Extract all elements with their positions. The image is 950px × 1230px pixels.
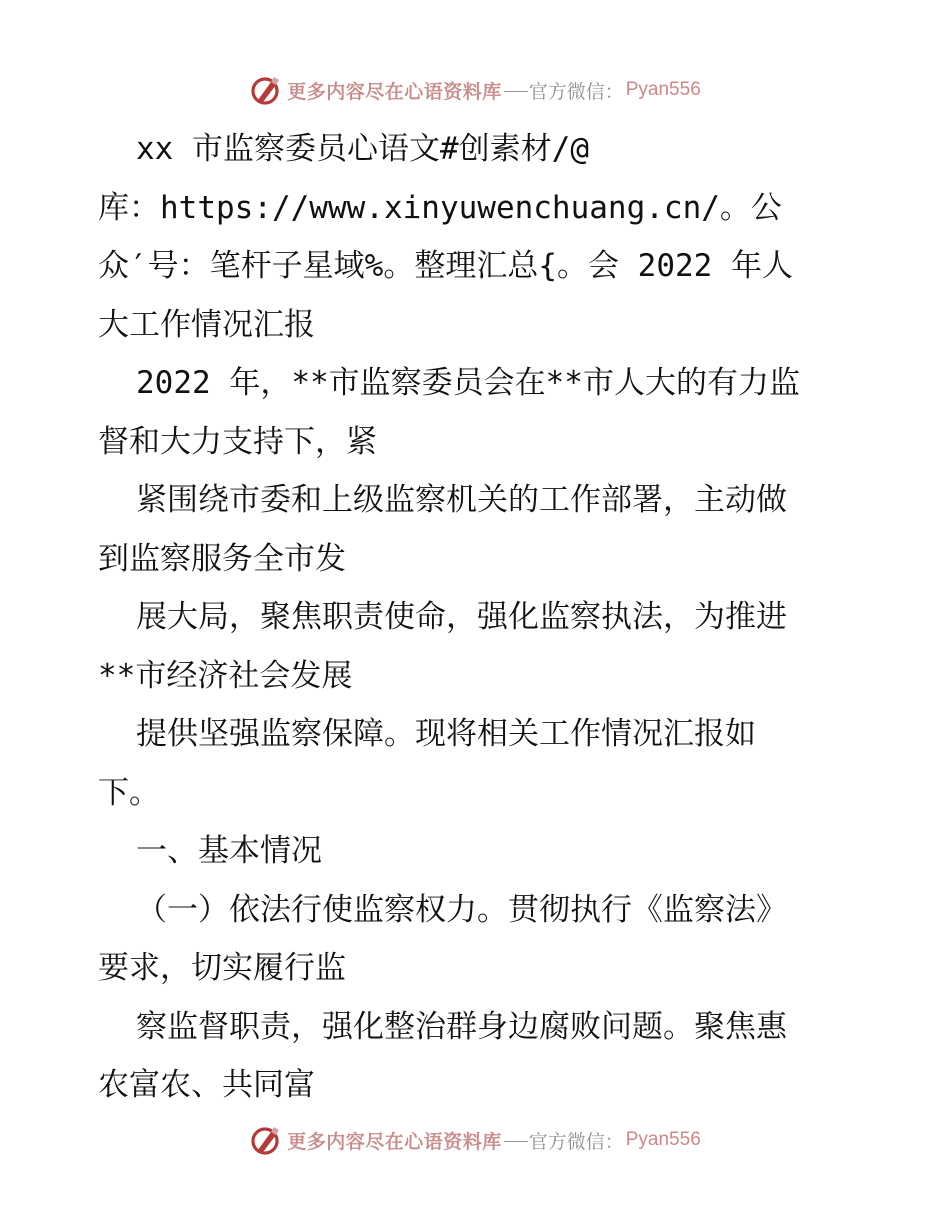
text-line: 要求，切实履行监 bbox=[98, 950, 346, 986]
text-line: 督和大力支持下，紧 bbox=[98, 423, 377, 460]
text-line: 大工作情况汇报 bbox=[98, 306, 315, 343]
text-line: 众′号：笔杆子星域%。整理汇总{。会 2022 年人 bbox=[98, 248, 793, 284]
watermark-wechat-label: 官方微信： bbox=[528, 1130, 624, 1153]
text-line: 展大局，聚焦职责使命，强化监察执法，为推进 bbox=[136, 599, 787, 635]
text-line: 紧围绕市委和上级监察机关的工作部署，主动做 bbox=[136, 482, 787, 518]
text-line: 一、基本情况 bbox=[136, 833, 322, 869]
watermark-dash bbox=[504, 91, 528, 92]
text-line: 下。 bbox=[98, 774, 160, 811]
text-line: 到监察服务全市发 bbox=[98, 540, 346, 577]
watermark-brand-text: 更多内容尽在心语资料库 bbox=[287, 80, 502, 103]
text-line: 察监督职责，强化整治群身边腐败问题。聚焦惠 bbox=[136, 1008, 787, 1045]
watermark-account: Pyan556 bbox=[625, 1129, 701, 1150]
text-line: 提供坚强监察保障。现将相关工作情况汇报如 bbox=[136, 716, 756, 752]
text-line: 库：https://www.xinyuwenchuang.cn/。公 bbox=[98, 189, 782, 226]
watermark-footer bbox=[0, 1118, 950, 1162]
brand-logo-icon bbox=[249, 1123, 283, 1157]
watermark-brand-text: 更多内容尽在心语资料库 bbox=[287, 1130, 502, 1153]
watermark-dash bbox=[504, 1141, 528, 1142]
text-line: xx 市监察委员心语文#创素材/@ bbox=[136, 131, 589, 167]
text-line: （一）依法行使监察权力。贯彻执行《监察法》 bbox=[136, 891, 787, 928]
brand-logo-icon bbox=[249, 73, 283, 107]
watermark-wechat-label: 官方微信： bbox=[528, 80, 624, 103]
watermark-header bbox=[0, 68, 950, 112]
text-line: 农富农、共同富 bbox=[98, 1067, 315, 1103]
watermark-account: Pyan556 bbox=[625, 79, 701, 100]
text-line: **市经济社会发展 bbox=[98, 657, 353, 694]
text-line: 2022 年，**市监察委员会在**市人大的有力监 bbox=[136, 365, 800, 401]
document-body bbox=[98, 120, 858, 1115]
